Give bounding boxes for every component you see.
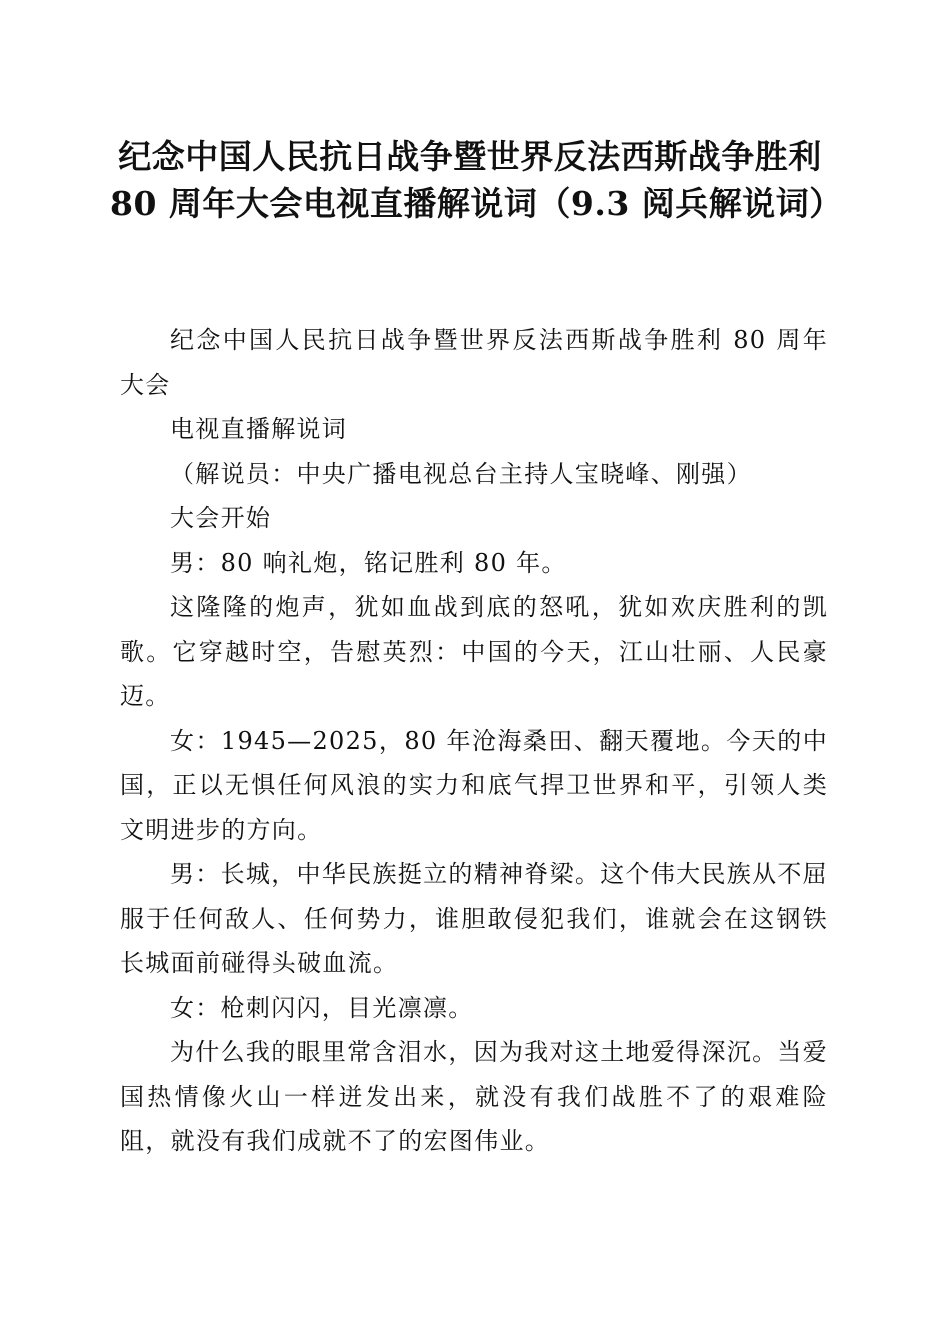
document-title: 纪念中国人民抗日战争暨世界反法西斯战争胜利 80 周年大会电视直播解说词（9.3 阅兵解说词） (110, 137, 843, 223)
paragraph: 男：长城，中华民族挺立的精神脊梁。这个伟大民族从不屈服于任何敌人、任何势力，谁胆敢侵犯我们，谁就会在这钢铁长城面前碰得头破血流。 (120, 860, 828, 977)
paragraph: （解说员：中央广播电视总台主持人宝晓峰、刚强） (170, 459, 752, 488)
paragraph: 为什么我的眼里常含泪水，因为我对这土地爱得深沉。当爱国热情像火山一样迸发出来，就没有我们战胜不了的艰难险阻，就没有我们成就不了的宏图伟业。 (120, 1038, 828, 1155)
paragraph: 这隆隆的炮声，犹如血战到底的怒吼，犹如欢庆胜利的凯歌。它穿越时空，告慰英烈：中国的今天，江山壮丽、人民豪迈。 (120, 593, 828, 710)
paragraph: 男：80 响礼炮，铭记胜利 80 年。 (170, 548, 567, 577)
paragraph: 女：1945—2025，80 年沧海桑田、翻天覆地。今天的中国，正以无惧任何风浪的实力和底气捍卫世界和平，引领人类文明进步的方向。 (120, 726, 828, 844)
paragraph: 电视直播解说词 (170, 415, 348, 443)
paragraph: 女：枪刺闪闪，目光凛凛。 (170, 993, 474, 1022)
document-body (120, 318, 828, 1164)
paragraph: 大会开始 (170, 504, 272, 532)
paragraph: 纪念中国人民抗日战争暨世界反法西斯战争胜利 80 周年大会 (120, 326, 828, 399)
